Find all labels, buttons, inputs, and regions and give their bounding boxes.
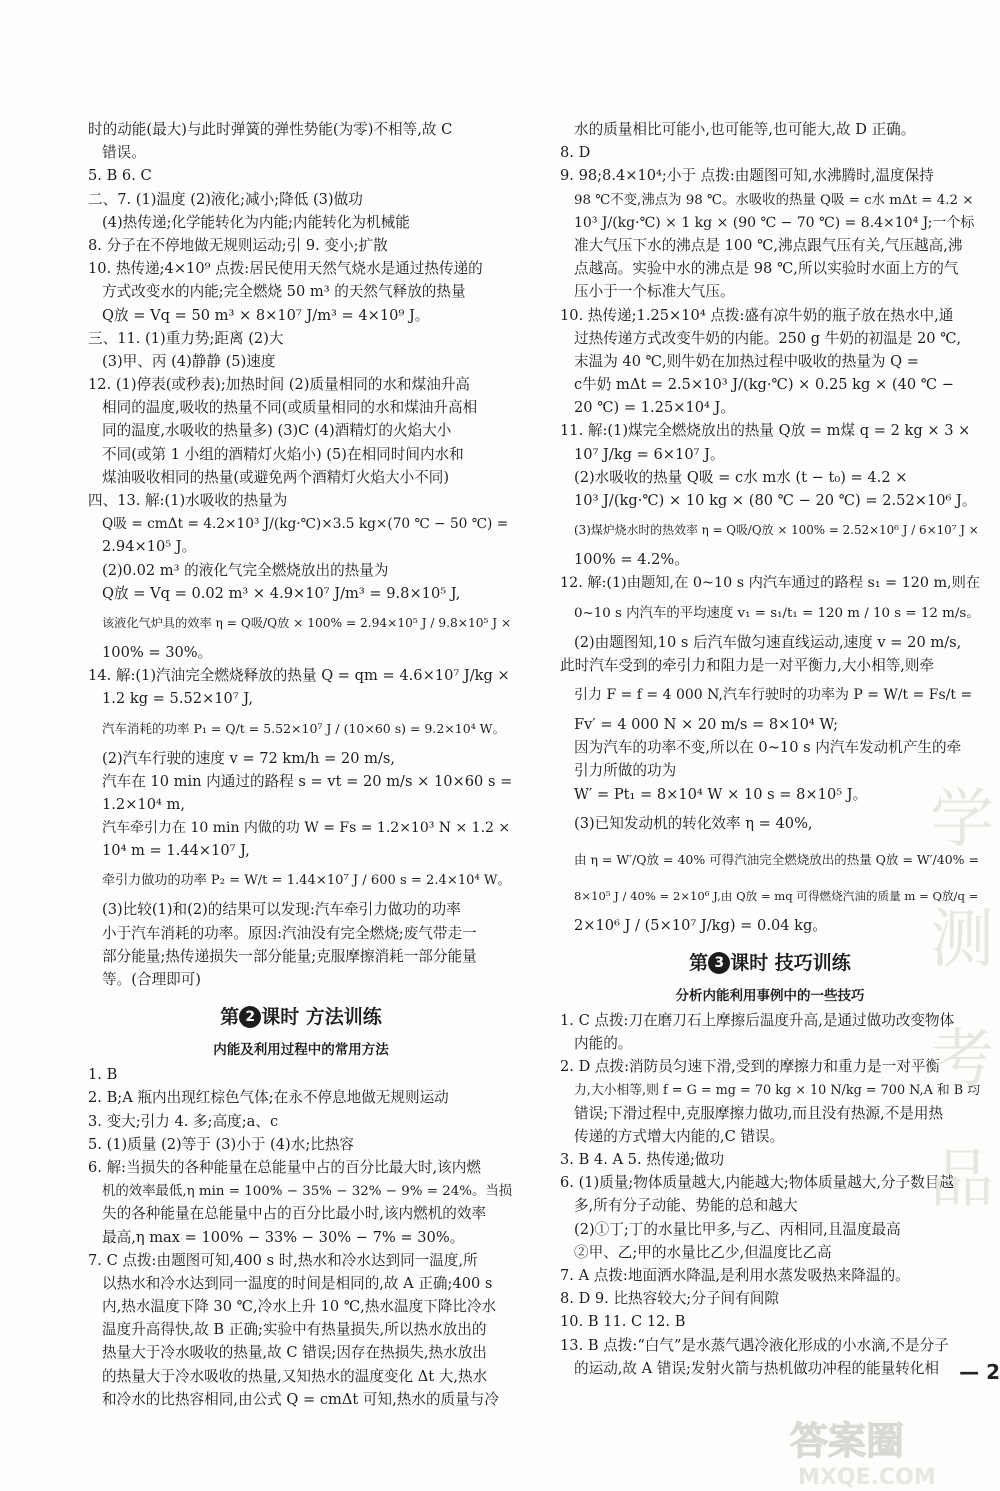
right-column — [560, 118, 980, 1380]
answer-line: 2. B;A 瓶内出现红棕色气体;在永不停息地做无规则运动 — [88, 1089, 449, 1107]
section-subtitle: 分析内能利用事例中的一些技巧 — [675, 987, 865, 1004]
answer-line: (3)已知发动机的转化效率 η = 40%, — [574, 814, 813, 832]
answer-line: 以热水和冷水达到同一温度的时间是相同的,故 A 正确;400 s — [102, 1274, 493, 1292]
site-watermark-logo — [770, 1410, 1000, 1491]
lesson-prefix: 第 — [689, 951, 709, 974]
right-answers-part2 — [560, 1009, 980, 1380]
section-subtitle: 内能及利用过程中的常用方法 — [213, 1042, 389, 1059]
answer-line: 8. D — [560, 144, 591, 162]
answer-line: 引力 F = f = 4 000 N,汽车行驶时的功率为 P = W/t = Fs/t = — [574, 686, 973, 703]
answer-line: 因为汽车的功率不变,所以在 0~10 s 内汽车发动机产生的牵 — [574, 739, 962, 757]
answer-line: 内能的。 — [574, 1035, 633, 1053]
answer-line: 5. B 6. C — [88, 167, 152, 185]
answer-line: Q放 = Vq = 50 m³ × 8×10⁷ J/m³ = 4×10⁹ J。 — [102, 306, 430, 324]
answer-line: 力,大小相等,则 f = G = mg = 70 kg × 10 N/kg = 700 N,A 和 B 均 — [574, 1083, 980, 1099]
answer-line: 准大气压下水的沸点是 100 ℃,沸点跟气压有关,气压越高,沸 — [574, 236, 963, 254]
answer-line: 此时汽车受到的牵引力和阻力是一对平衡力,大小相等,则牵 — [560, 656, 935, 674]
answer-line: (2)由题图知,10 s 后汽车做匀速直线运动,速度 v = 20 m/s, — [574, 633, 962, 651]
answer-line: 7. A 点拨:地面洒水降温,是利用水蒸发吸热来降温的。 — [560, 1266, 910, 1284]
answer-line: 热量大于冷水吸收的热量,故 C 错误;因存在热损失,热水放出 — [102, 1344, 487, 1362]
answer-line: 12. (1)停表(或秒表);加热时间 (2)质量相同的水和煤油升高 — [88, 376, 471, 394]
answer-line: 100% = 4.2%。 — [574, 551, 689, 569]
answer-line: 压小于一个标准大气压。 — [574, 283, 735, 301]
answer-line: 10³ J/(kg·℃) × 10 kg × (80 ℃ − 20 ℃) = 2.52×10⁶ J。 — [574, 492, 977, 509]
answer-line: 相同的温度,吸收的热量不同(或质量相同的水和煤油升高相 — [102, 399, 478, 417]
answer-line: 汽车牵引力在 10 min 内做的功 W = Fs = 1.2×10³ N × 1.2 × — [102, 820, 511, 837]
answer-line: 3. B 4. A 5. 热传递;做功 — [560, 1151, 725, 1168]
answer-line: 小于汽车消耗的功率。原因:汽油没有完全燃烧;废气带走一 — [102, 924, 477, 942]
answer-line: (2)①丁;丁的水量比甲多,与乙、丙相同,且温度最高 — [574, 1220, 901, 1238]
answer-line: 过热传递方式改变牛奶的内能。250 g 牛奶的初温是 20 ℃, — [574, 329, 962, 347]
answer-line: 10. B 11. C 12. B — [560, 1313, 686, 1331]
answer-line: 1. C 点拨:刀在磨刀石上摩擦后温度升高,是通过做功改变物体 — [560, 1011, 955, 1029]
answer-line: (4)热传递;化学能转化为内能;内能转化为机械能 — [102, 213, 410, 231]
lesson-number-badge: 2 — [239, 1006, 261, 1028]
answer-line: 等。(合理即可) — [102, 971, 201, 988]
answer-line: 该液化气炉具的效率 η = Q吸/Q放 × 100% = 2.94×10⁵ J / 9.8×10⁵ J × — [102, 615, 512, 630]
left-answers-part1 — [88, 118, 514, 991]
lesson-number-badge: 3 — [708, 952, 730, 974]
answer-line: 2. D 点拨:消防员匀速下滑,受到的摩擦力和重力是一对平衡 — [560, 1058, 941, 1076]
answer-line: 10⁷ J/kg = 6×10⁷ J。 — [574, 445, 725, 463]
answer-line: 7. C 点拨:由题图可知,400 s 时,热水和冷水达到同一温度,所 — [88, 1251, 478, 1269]
answer-line: 1.2×10⁴ m, — [102, 795, 185, 813]
answer-line: 6. (1)质量;物体质量越大,内能越大;物体质量越大,分子数目越 — [560, 1174, 955, 1192]
answer-line: 多,所有分子动能、势能的总和越大 — [574, 1197, 798, 1215]
answer-line: 时的动能(最大)与此时弹簧的弹性势能(为零)不相等,故 C — [88, 121, 453, 138]
lesson-title: 课时 技巧训练 — [730, 951, 851, 974]
answer-line: 和冷水的比热容相同,由公式 Q = cmΔt 可知,热水的质量与冷 — [102, 1390, 499, 1408]
lesson-3-heading — [560, 943, 980, 983]
answer-line: 错误;下滑过程中,克服摩擦力做功,而且没有热源,不是用热 — [574, 1104, 944, 1122]
answer-line: (3)比较(1)和(2)的结果可以发现:汽车牵引力做功的功率 — [102, 901, 461, 919]
answer-line: 9. 98;8.4×10⁴;小于 点拨:由题图可知,水沸腾时,温度保持 — [560, 167, 934, 185]
answer-line: 点越高。实验中水的沸点是 98 ℃,所以实验时水面上方的气 — [574, 260, 959, 278]
lesson-title: 课时 方法训练 — [261, 1006, 382, 1029]
answer-line: 的热量大于冷水吸收的热量,又知热水的温度变化 Δt 大,热水 — [102, 1367, 488, 1385]
right-answers-part1 — [560, 118, 980, 937]
answer-line: Q吸 = cmΔt = 4.2×10³ J/(kg·℃)×3.5 kg×(70 ℃ − 50 ℃) = — [102, 516, 509, 533]
answer-line: 最高,η max = 100% − 33% − 30% − 7% = 30%。 — [102, 1228, 465, 1246]
lesson-2-heading — [88, 997, 514, 1037]
answer-line: 10⁴ m = 1.44×10⁷ J, — [102, 842, 250, 860]
answer-line: 8. 分子在不停地做无规则运动;引 9. 变小;扩散 — [88, 236, 388, 254]
answer-line: 机的效率最低,η min = 100% − 35% − 32% − 9% = 24%。当损 — [102, 1184, 513, 1200]
answer-line: 20 ℃) = 1.25×10⁴ J。 — [574, 399, 735, 417]
answer-line: 13. B 点拨:“白气”是水蒸气遇冷液化形成的小水滴,不是分子 — [560, 1336, 949, 1354]
answer-line: 煤油吸收相同的热量(或避免两个酒精灯火焰大小不同) — [102, 468, 450, 486]
answer-line: Q放 = Vq = 0.02 m³ × 4.9×10⁷ J/m³ = 9.8×10⁵ J, — [102, 584, 461, 602]
answer-line: 部分能量;热传递损失一部分能量;克服摩擦消耗一部分能量 — [102, 947, 477, 965]
answer-line: 汽车消耗的功率 P₁ = Q/t = 5.52×10⁷ J / (10×60 s) = 9.2×10⁴ W。 — [102, 720, 506, 736]
answer-line: 0~10 s 内汽车的平均速度 v₁ = s₁/t₁ = 120 m / 10 s = 12 m/s。 — [574, 605, 980, 621]
answer-line: 98 ℃不变,沸点为 98 ℃。水吸收的热量 Q吸 = c水 mΔt = 4.2 × — [574, 192, 974, 208]
answer-line: 传递的方式增大内能的,C 错误。 — [574, 1127, 785, 1145]
left-answers-part2 — [88, 1063, 514, 1411]
answer-line: 由 η = W′/Q放 = 40% 可得汽油完全燃烧放出的热量 Q放 = W′/40% = — [574, 851, 979, 867]
watermark-logo-text: 答案圈 — [790, 1419, 905, 1463]
left-column — [88, 118, 514, 1411]
answer-line: (3)煤炉烧水时的热效率 η = Q吸/Q放 × 100% = 2.52×10⁶ J / 6×10⁷ J × — [574, 523, 979, 538]
answer-line: 8. D 9. 比热容较大;分子间有间隙 — [560, 1290, 779, 1308]
answer-line: 失的各种能量在总能量中占的百分比最小时,该内燃机的效率 — [102, 1205, 487, 1223]
answer-line: 三、11. (1)重力势;距离 (2)大 — [88, 329, 284, 347]
answer-line: 10³ J/(kg·℃) × 1 kg × (90 ℃ − 70 ℃) = 8.4×10⁴ J;一个标 — [574, 214, 975, 231]
watermark-url-text: MXQE.COM — [798, 1465, 936, 1490]
answer-line: 温度升高得快,故 B 正确;实验中有热量损失,所以热水放出的 — [102, 1321, 487, 1339]
answer-line: 内,热水温度下降 30 ℃,冷水上升 10 ℃,热水温度下降比冷水 — [102, 1298, 497, 1316]
lesson-prefix: 第 — [220, 1006, 240, 1029]
answer-line: 2.94×10⁵ J。 — [102, 538, 197, 556]
answer-line: 11. 解:(1)煤完全燃烧放出的热量 Q放 = m煤 q = 2 kg × 3 × — [560, 422, 971, 440]
answer-line: 末温为 40 ℃,则牛奶在加热过程中吸收的热量为 Q = — [574, 352, 919, 370]
answer-line: 不同(或第 1 小组的酒精灯火焰小) (5)在相同时间内水和 — [102, 445, 464, 463]
answer-line: 1.2 kg = 5.52×10⁷ J, — [102, 690, 253, 708]
answer-line: ②甲、乙;甲的水量比乙少,但温度比乙高 — [574, 1243, 832, 1261]
answer-line: W′ = Pt₁ = 8×10⁴ W × 10 s = 8×10⁵ J。 — [574, 785, 868, 803]
answer-line: 2×10⁶ J / (5×10⁷ J/kg) = 0.04 kg。 — [574, 916, 827, 934]
answer-line: 1. B — [88, 1066, 118, 1084]
answer-line: 3. 变大;引力 4. 多;高度;a、c — [88, 1112, 279, 1130]
answer-line: (2)0.02 m³ 的液化气完全燃烧放出的热量为 — [102, 561, 389, 579]
answer-line: (2)水吸收的热量 Q吸 = c水 m水 (t − t₀) = 4.2 × — [574, 468, 908, 486]
answer-line: 二、7. (1)温度 (2)液化;减小;降低 (3)做功 — [88, 190, 363, 208]
side-watermark: 学 测 考 品 — [930, 783, 994, 1217]
page-number: — 2 — [959, 1360, 1000, 1384]
answer-line: 8×10⁵ J / 40% = 2×10⁶ J,由 Q放 = mq 可得燃烧汽油的质量 m = Q放/q = — [574, 888, 979, 903]
answer-line: 100% = 30%。 — [102, 643, 213, 661]
answer-line: 的运动,故 A 错误;发射火箭与热机做功冲程的能量转化相 — [574, 1359, 940, 1377]
answer-line: (2)汽车行驶的速度 v = 72 km/h = 20 m/s, — [102, 749, 396, 767]
answer-line: 5. (1)质量 (2)等于 (3)小于 (4)水;比热容 — [88, 1135, 355, 1153]
answer-line: 牵引力做功的功率 P₂ = W/t = 1.44×10⁷ J / 600 s = 2.4×10⁴ W。 — [102, 873, 511, 889]
answer-line: 引力所做的功为 — [574, 762, 677, 780]
answer-line: 错误。 — [102, 144, 146, 162]
answer-line: c牛奶 mΔt = 2.5×10³ J/(kg·℃) × 0.25 kg × (40 ℃ − — [574, 376, 954, 394]
answer-line: 6. 解:当损失的各种能量在总能量中占的百分比最大时,该内燃 — [88, 1158, 481, 1176]
answer-line: 同的温度,水吸收的热量多) (3)C (4)酒精灯的火焰大小 — [102, 422, 452, 440]
answer-line: 12. 解:(1)由题知,在 0~10 s 内汽车通过的路程 s₁ = 120 m,则在 — [560, 575, 980, 592]
answer-line: 汽车在 10 min 内通过的路程 s = vt = 20 m/s × 10×60 s = — [102, 772, 513, 790]
answer-line: 方式改变水的内能;完全燃烧 50 m³ 的天然气释放的热量 — [102, 283, 466, 301]
answer-line: 水的质量相比可能小,也可能等,也可能大,故 D 正确。 — [574, 121, 916, 138]
answer-line: 14. 解:(1)汽油完全燃烧释放的热量 Q = qm = 4.6×10⁷ J/kg × — [88, 667, 510, 685]
answer-line: Fv′ = 4 000 N × 20 m/s = 8×10⁴ W; — [574, 715, 839, 733]
answer-line: 10. 热传递;1.25×10⁴ 点拨:盛有凉牛奶的瓶子放在热水中,通 — [560, 306, 954, 324]
answer-line: 四、13. 解:(1)水吸收的热量为 — [88, 492, 288, 509]
answer-line: 10. 热传递;4×10⁹ 点拨:居民使用天然气烧水是通过热传递的 — [88, 260, 483, 278]
answer-line: (3)甲、丙 (4)静静 (5)速度 — [102, 352, 276, 370]
